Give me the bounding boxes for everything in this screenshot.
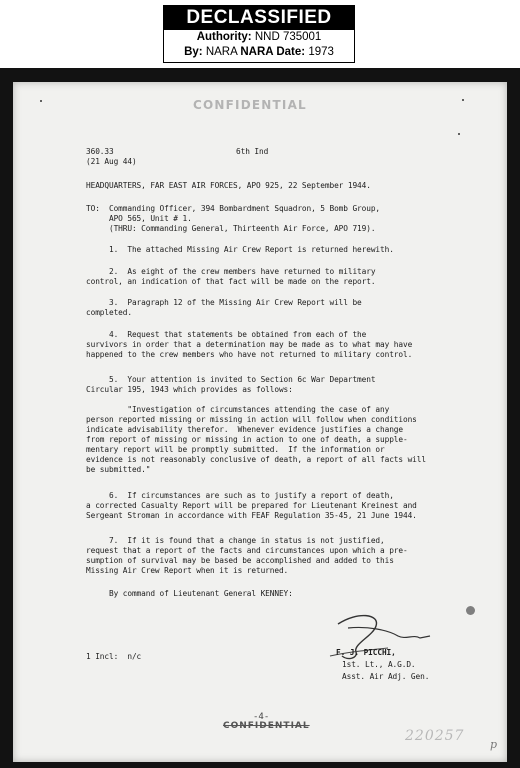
paper-speck [40, 100, 42, 102]
paragraph-4-line-3: happened to the crew members who have not returned to military control. [86, 350, 413, 359]
authority-label: Authority: [196, 31, 252, 43]
authority-line [164, 30, 354, 45]
headquarters-line: HEADQUARTERS, FAR EAST AIR FORCES, APO 925, 22 September 1944. [86, 181, 371, 190]
paragraph-2-line-1: 2. As eight of the crew members have returned to military [86, 267, 376, 276]
quotation-line-2: person reported missing or missing in action will follow when conditions [86, 415, 417, 424]
paragraph-6-line-3: Sergeant Stroman in accordance with FEAF Regulation 35-45, 21 June 1944. [86, 511, 417, 520]
quotation-line-3: indicate advisability therefor. Whenever evidence justifies a change [86, 425, 403, 434]
quotation-line-5: mentary report will be promptly submitted. If the information or [86, 445, 385, 454]
paragraph-5-line-1: 5. Your attention is invited to Section 6c War Department [86, 375, 376, 384]
paragraph-6-line-2: a corrected Casualty Report will be prepared for Lieutenant Kreinest and [86, 501, 417, 510]
by-value: NARA [205, 46, 238, 58]
paragraph-2-line-2: control, an indication of that fact will be made on the report. [86, 277, 376, 286]
declassification-header [0, 0, 520, 68]
paragraph-3-line-2: completed. [86, 308, 132, 317]
quotation-line-1: "Investigation of circumstances attending the case of any [86, 405, 390, 414]
command-line: By command of Lieutenant General KENNEY: [86, 589, 293, 598]
by-line [164, 45, 354, 60]
confidential-stamp-bottom: CONFIDENTIAL [223, 721, 310, 731]
paragraph-3-line-1: 3. Paragraph 12 of the Missing Air Crew Report will be [86, 298, 362, 307]
paragraph-5-line-2: Circular 195, 1943 which provides as follows: [86, 385, 293, 394]
authority-value: NND 735001 [254, 31, 322, 43]
paper-speck [466, 606, 475, 615]
signer-name: F. J. PICCHI, [336, 648, 396, 657]
paragraph-1: 1. The attached Missing Air Crew Report is returned herewith. [86, 245, 394, 254]
nara-date-value: 1973 [308, 46, 334, 58]
quotation-line-7: be submitted." [86, 465, 151, 474]
to-line-3: (THRU: Commanding General, Thirteenth Air Force, APO 719). [86, 224, 376, 233]
indorsement-number: 6th Ind [236, 147, 269, 156]
signer-title: Asst. Air Adj. Gen. [342, 672, 430, 681]
quotation-line-6: evidence is not reasonably conclusive of death, a report of all facts will [86, 455, 426, 464]
paragraph-7-line-1: 7. If it is found that a change in status is not justified, [86, 536, 385, 545]
paragraph-7-line-4: Missing Air Crew Report when it is returned. [86, 566, 289, 575]
signer-rank: 1st. Lt., A.G.D. [342, 660, 416, 669]
nara-date-label: NARA Date: [240, 46, 306, 58]
declassified-stamp [163, 5, 355, 63]
enclosure-line: 1 Incl: n/c [86, 652, 142, 661]
file-number: 360.33 [86, 147, 114, 156]
paper-speck [458, 133, 460, 135]
to-line-1: TO: Commanding Officer, 394 Bombardment Squadron, 5 Bomb Group, [86, 204, 381, 213]
handwritten-number: 220257 [405, 728, 465, 744]
page-mark: -4- [253, 712, 270, 722]
declassified-title: DECLASSIFIED [164, 6, 354, 30]
to-line-2: APO 565, Unit # 1. [86, 214, 192, 223]
handwritten-letter: p [490, 738, 498, 751]
quotation-line-4: from report of missing or missing in action to one of death, a supple- [86, 435, 408, 444]
by-label: By: [184, 46, 203, 58]
paragraph-7-line-2: request that a report of the facts and circumstances upon which a pre- [86, 546, 408, 555]
file-date: (21 Aug 44) [86, 157, 137, 166]
paragraph-4-line-2: survivors in order that a determination may be made as to what may have [86, 340, 413, 349]
paragraph-6-line-1: 6. If circumstances are such as to justify a report of death, [86, 491, 394, 500]
paragraph-7-line-3: sumption of survival may be based be accomplished and added to this [86, 556, 394, 565]
paper-speck [462, 99, 464, 101]
confidential-stamp-top: CONFIDENTIAL [193, 98, 307, 112]
paragraph-4-line-1: 4. Request that statements be obtained from each of the [86, 330, 367, 339]
